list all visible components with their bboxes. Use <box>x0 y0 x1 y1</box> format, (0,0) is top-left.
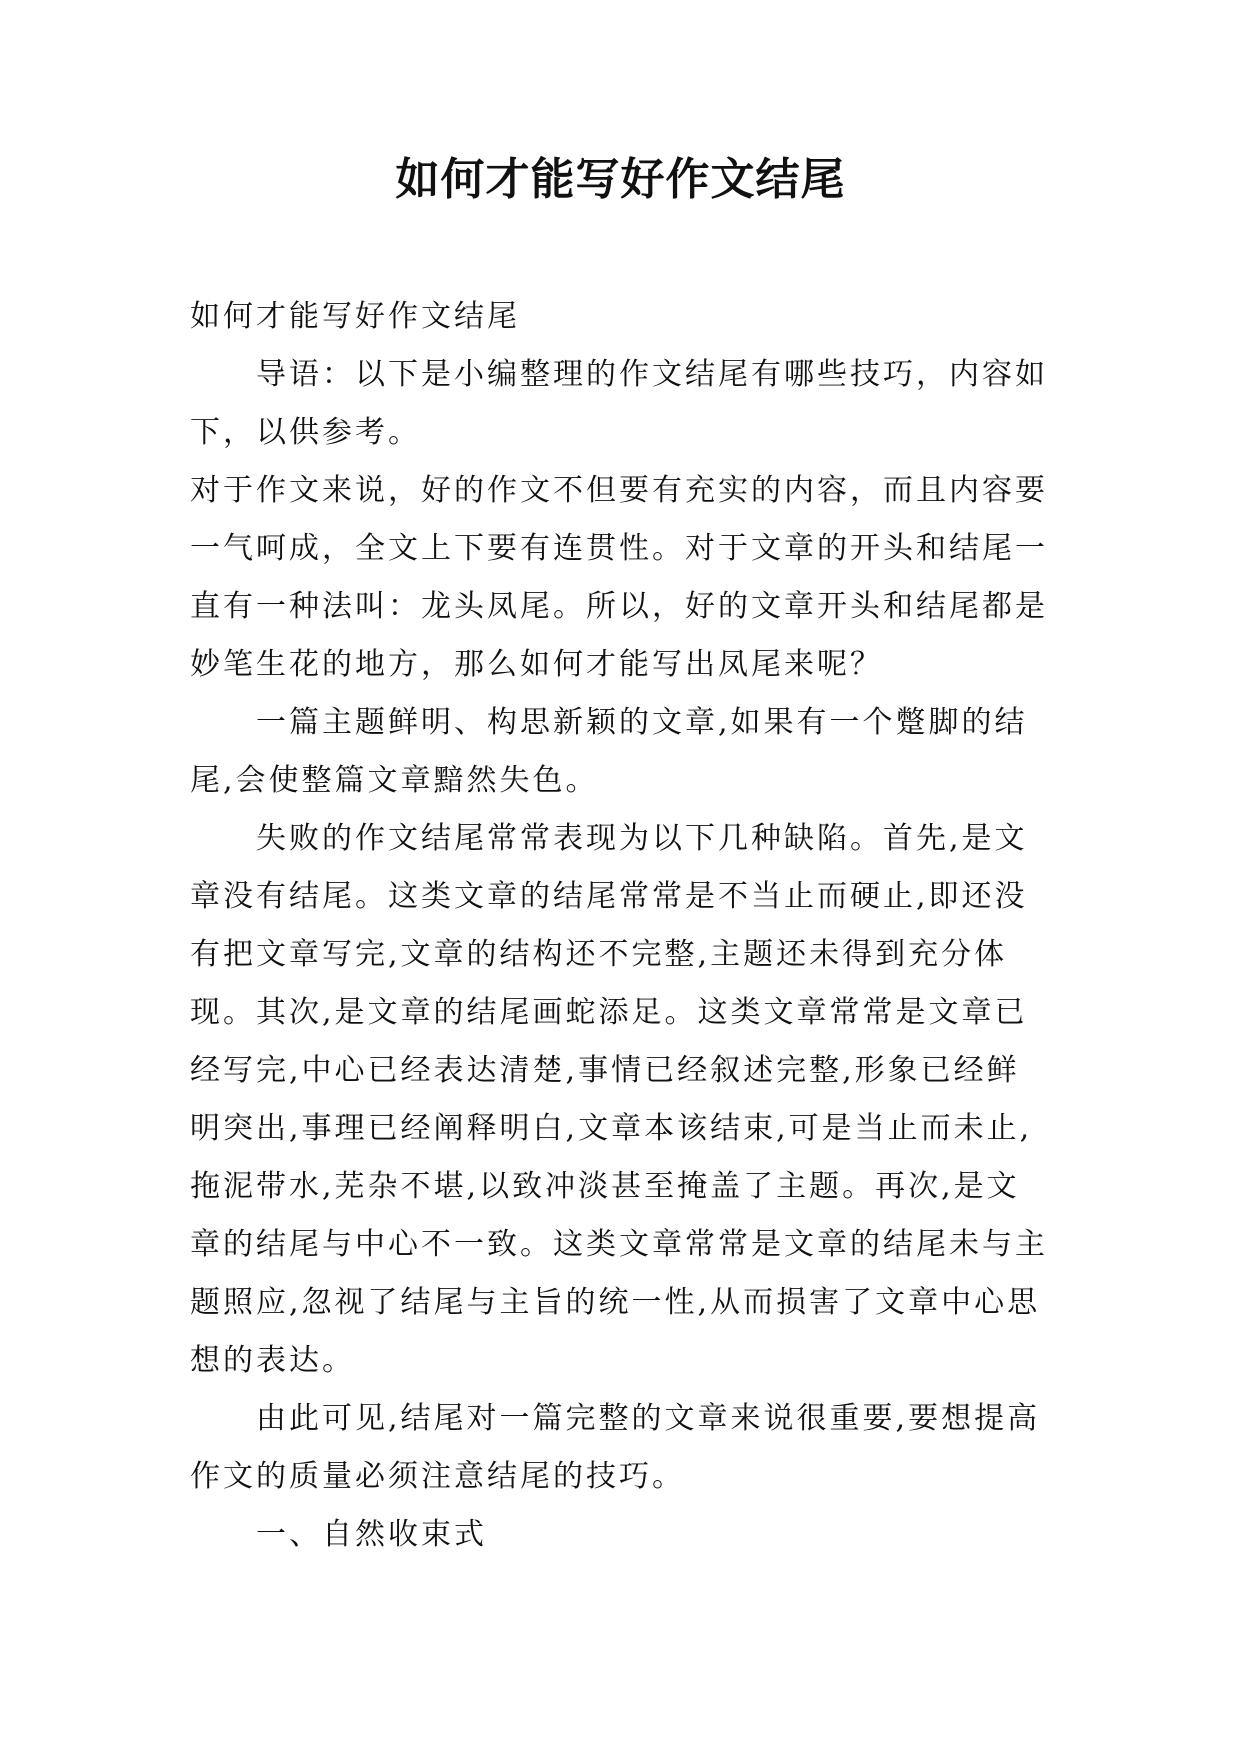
paragraph-importance: 一篇主题鲜明、构思新颖的文章,如果有一个蹩脚的结尾,会使整篇文章黯然失色。 <box>190 705 1028 798</box>
document-body <box>190 288 1050 1564</box>
paragraph-defects: 失败的作文结尾常常表现为以下几种缺陷。首先,是文章没有结尾。这类文章的结尾常常是不当止而硬止,即还没有把文章写完,文章的结构还不完整,主题还未得到充分体现。其次,是文章的结尾画蛇添足。这类文章常常是文章已经写完,中心已经表达清楚,事情已经叙述完整,形象已经鲜明突出,事理已经阐释明白,文章本该结束,可是当止而未止,拖泥带水,芜杂不堪,以致冲淡甚至掩盖了主题。再次,是文章的结尾与中心不一致。这类文章常常是文章的结尾未与主题照应,忽视了结尾与主旨的统一性,从而损害了文章中心思想的表达。 <box>190 821 1048 1378</box>
paragraph-overview: 对于作文来说，好的作文不但要有充实的内容，而且内容要一气呵成，全文上下要有连贯性。对于文章的开头和结尾一直有一种法叫：龙头凤尾。所以，好的文章开头和结尾都是妙笔生花的地方，那么如何才能写出凤尾来呢？ <box>190 473 1048 682</box>
document-title: 如何才能写好作文结尾 <box>395 154 846 205</box>
paragraph-conclusion: 由此可见,结尾对一篇完整的文章来说很重要,要想提高作文的质量必须注意结尾的技巧。 <box>190 1401 1041 1494</box>
paragraph-intro: 导语：以下是小编整理的作文结尾有哪些技巧，内容如下，以供参考。 <box>190 357 1048 450</box>
section-heading: 一、自然收束式 <box>256 1517 487 1552</box>
paragraph-subtitle: 如何才能写好作文结尾 <box>190 299 520 334</box>
